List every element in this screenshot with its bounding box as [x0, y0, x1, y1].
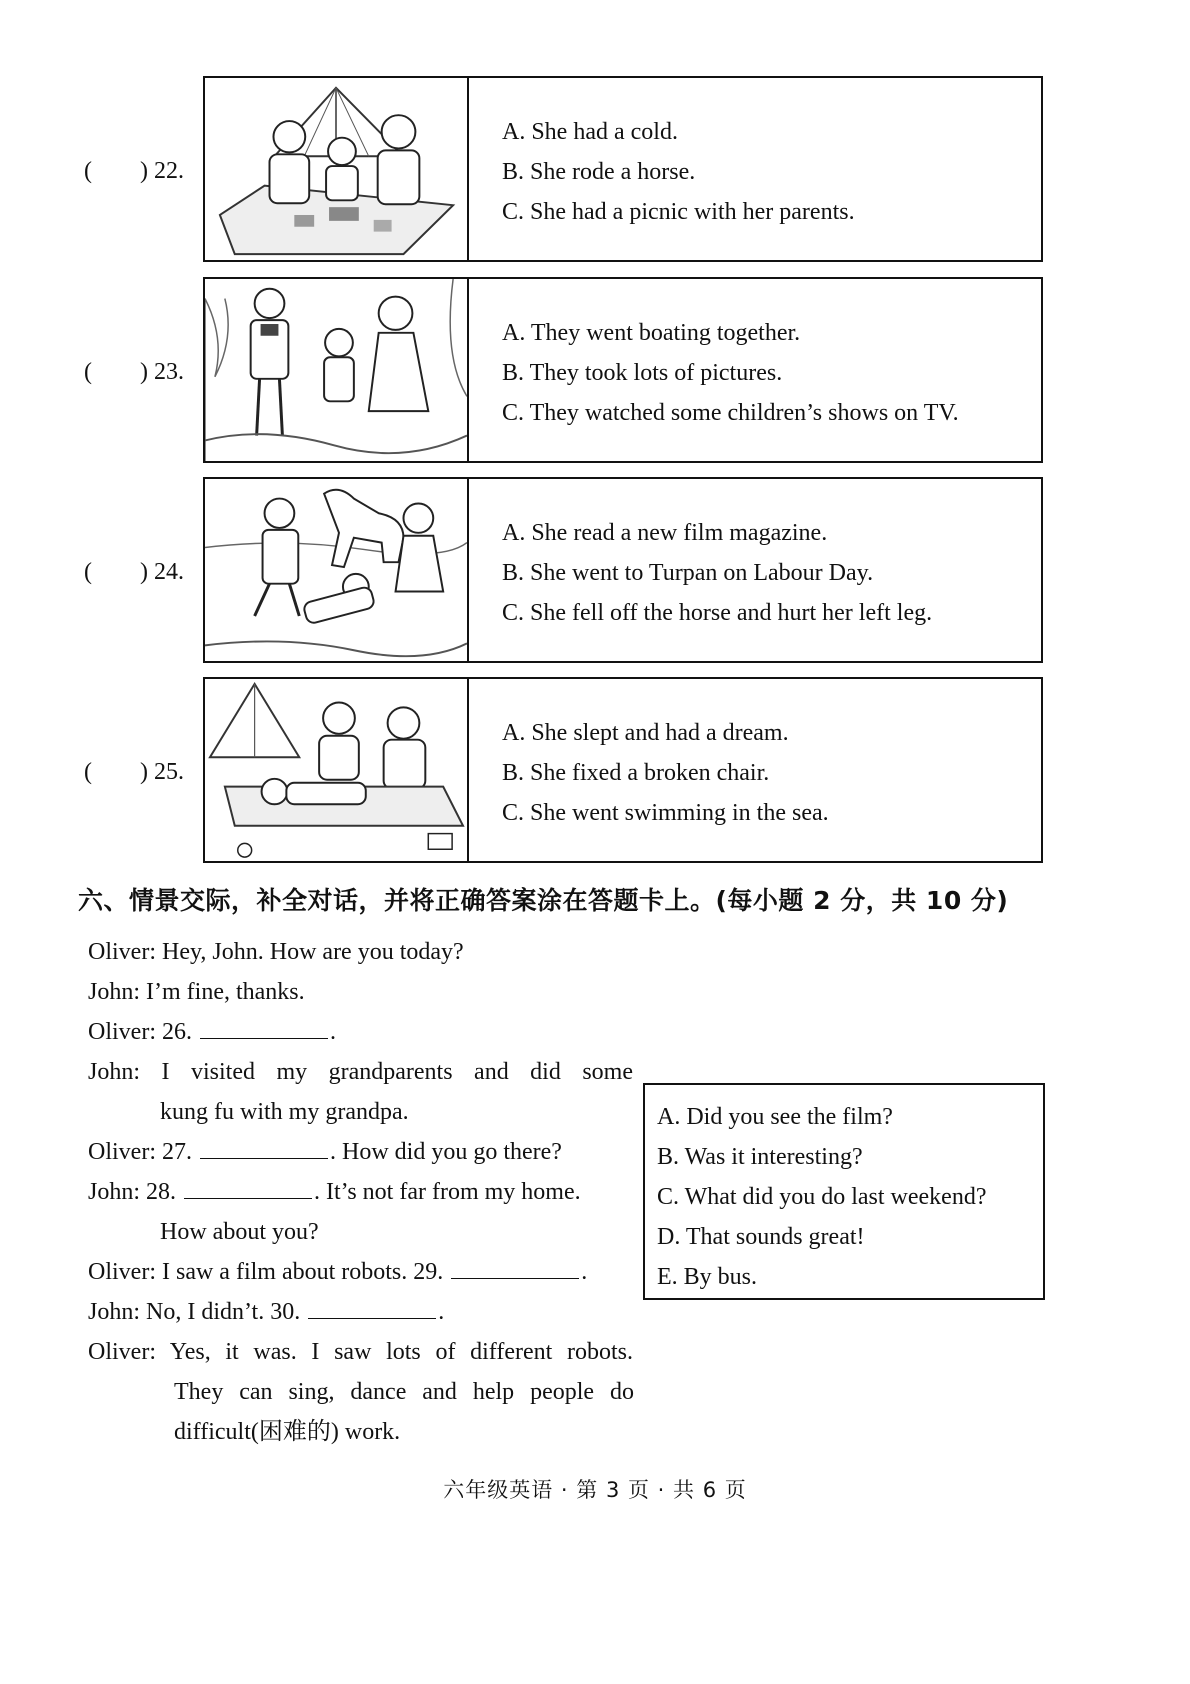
sleeping-child-icon [205, 679, 469, 861]
option-b: B. She rode a horse. [502, 159, 696, 185]
dialog-line [88, 1012, 336, 1052]
dialog-line: John: I’m fine, thanks. [88, 979, 305, 1005]
answer-blank-27[interactable] [200, 1136, 328, 1159]
option-b: B. They took lots of pictures. [502, 360, 783, 386]
choice-a: A. Did you see the film? [657, 1104, 893, 1130]
question-22 [0, 76, 1190, 266]
dialog-line: How about you? [160, 1219, 319, 1245]
choice-b: B. Was it interesting? [657, 1144, 863, 1170]
answer-blank-30[interactable] [308, 1296, 436, 1319]
choice-d: D. That sounds great! [657, 1224, 865, 1250]
answer-blank-28[interactable] [184, 1176, 312, 1199]
option-b: B. She fixed a broken chair. [502, 760, 770, 786]
horse-fall-icon [205, 479, 469, 661]
photo-walk-icon [205, 279, 469, 461]
question-number: ( ) 22. [84, 158, 184, 184]
dialog-text: John: No, I didn’t. 30. [88, 1299, 301, 1325]
choice-e: E. By bus. [657, 1264, 758, 1290]
dialog-line [88, 1132, 562, 1172]
question-box [203, 277, 1043, 463]
dialog-line [88, 1292, 444, 1332]
option-a: A. They went boating together. [502, 320, 801, 346]
option-b: B. She went to Turpan on Labour Day. [502, 560, 874, 586]
question-box [203, 477, 1043, 663]
page-footer: 六年级英语 · 第 3 页 · 共 6 页 [443, 1478, 747, 1502]
option-a: A. She had a cold. [502, 119, 678, 145]
dialog-line [88, 1252, 587, 1292]
dialog-line: Oliver: Yes, it was. I saw lots of different robots. [88, 1339, 633, 1365]
dialog-text: . How did you go there? [329, 1139, 562, 1165]
question-25 [0, 677, 1190, 867]
dialog-text: Oliver: I saw a film about robots. 29. [88, 1259, 444, 1285]
dialog-text: John: 28. [88, 1179, 177, 1205]
dialog-text: . It’s not far from my home. [314, 1179, 581, 1205]
question-23 [0, 277, 1190, 467]
option-c: C. She had a picnic with her parents. [502, 199, 855, 225]
picnic-family-icon [205, 78, 469, 260]
dialog-text: . [581, 1259, 588, 1285]
dialog-text: Oliver: 26. [88, 1019, 192, 1045]
option-a: A. She slept and had a dream. [502, 720, 789, 746]
question-box [203, 677, 1043, 863]
dialog-text: . [329, 1019, 336, 1045]
dialog-line: kung fu with my grandpa. [160, 1099, 409, 1125]
option-c: C. She fell off the horse and hurt her left leg. [502, 600, 933, 626]
option-c: C. She went swimming in the sea. [502, 800, 829, 826]
question-number: ( ) 23. [84, 359, 184, 385]
question-number: ( ) 24. [84, 559, 184, 585]
dialog-line: difficult(困难的) work. [174, 1419, 401, 1445]
dialog-line: Oliver: Hey, John. How are you today? [88, 939, 464, 965]
answer-choices-box [643, 1083, 1045, 1300]
dialog-line [88, 1172, 581, 1212]
dialog-line: They can sing, dance and help people do [174, 1379, 634, 1405]
dialog-text: . [438, 1299, 445, 1325]
option-a: A. She read a new film magazine. [502, 520, 828, 546]
dialog-line: John: I visited my grandparents and did some [88, 1059, 633, 1085]
choice-c: C. What did you do last weekend? [657, 1184, 987, 1210]
section-title: 六、情景交际，补全对话，并将正确答案涂在答题卡上。(每小题 2 分，共 10 分) [78, 886, 1009, 915]
question-24 [0, 477, 1190, 667]
question-number: ( ) 25. [84, 759, 184, 785]
question-box [203, 76, 1043, 262]
answer-blank-26[interactable] [200, 1016, 328, 1039]
dialog-text: Oliver: 27. [88, 1139, 192, 1165]
answer-blank-29[interactable] [451, 1256, 579, 1279]
option-c: C. They watched some children’s shows on TV. [502, 400, 959, 426]
